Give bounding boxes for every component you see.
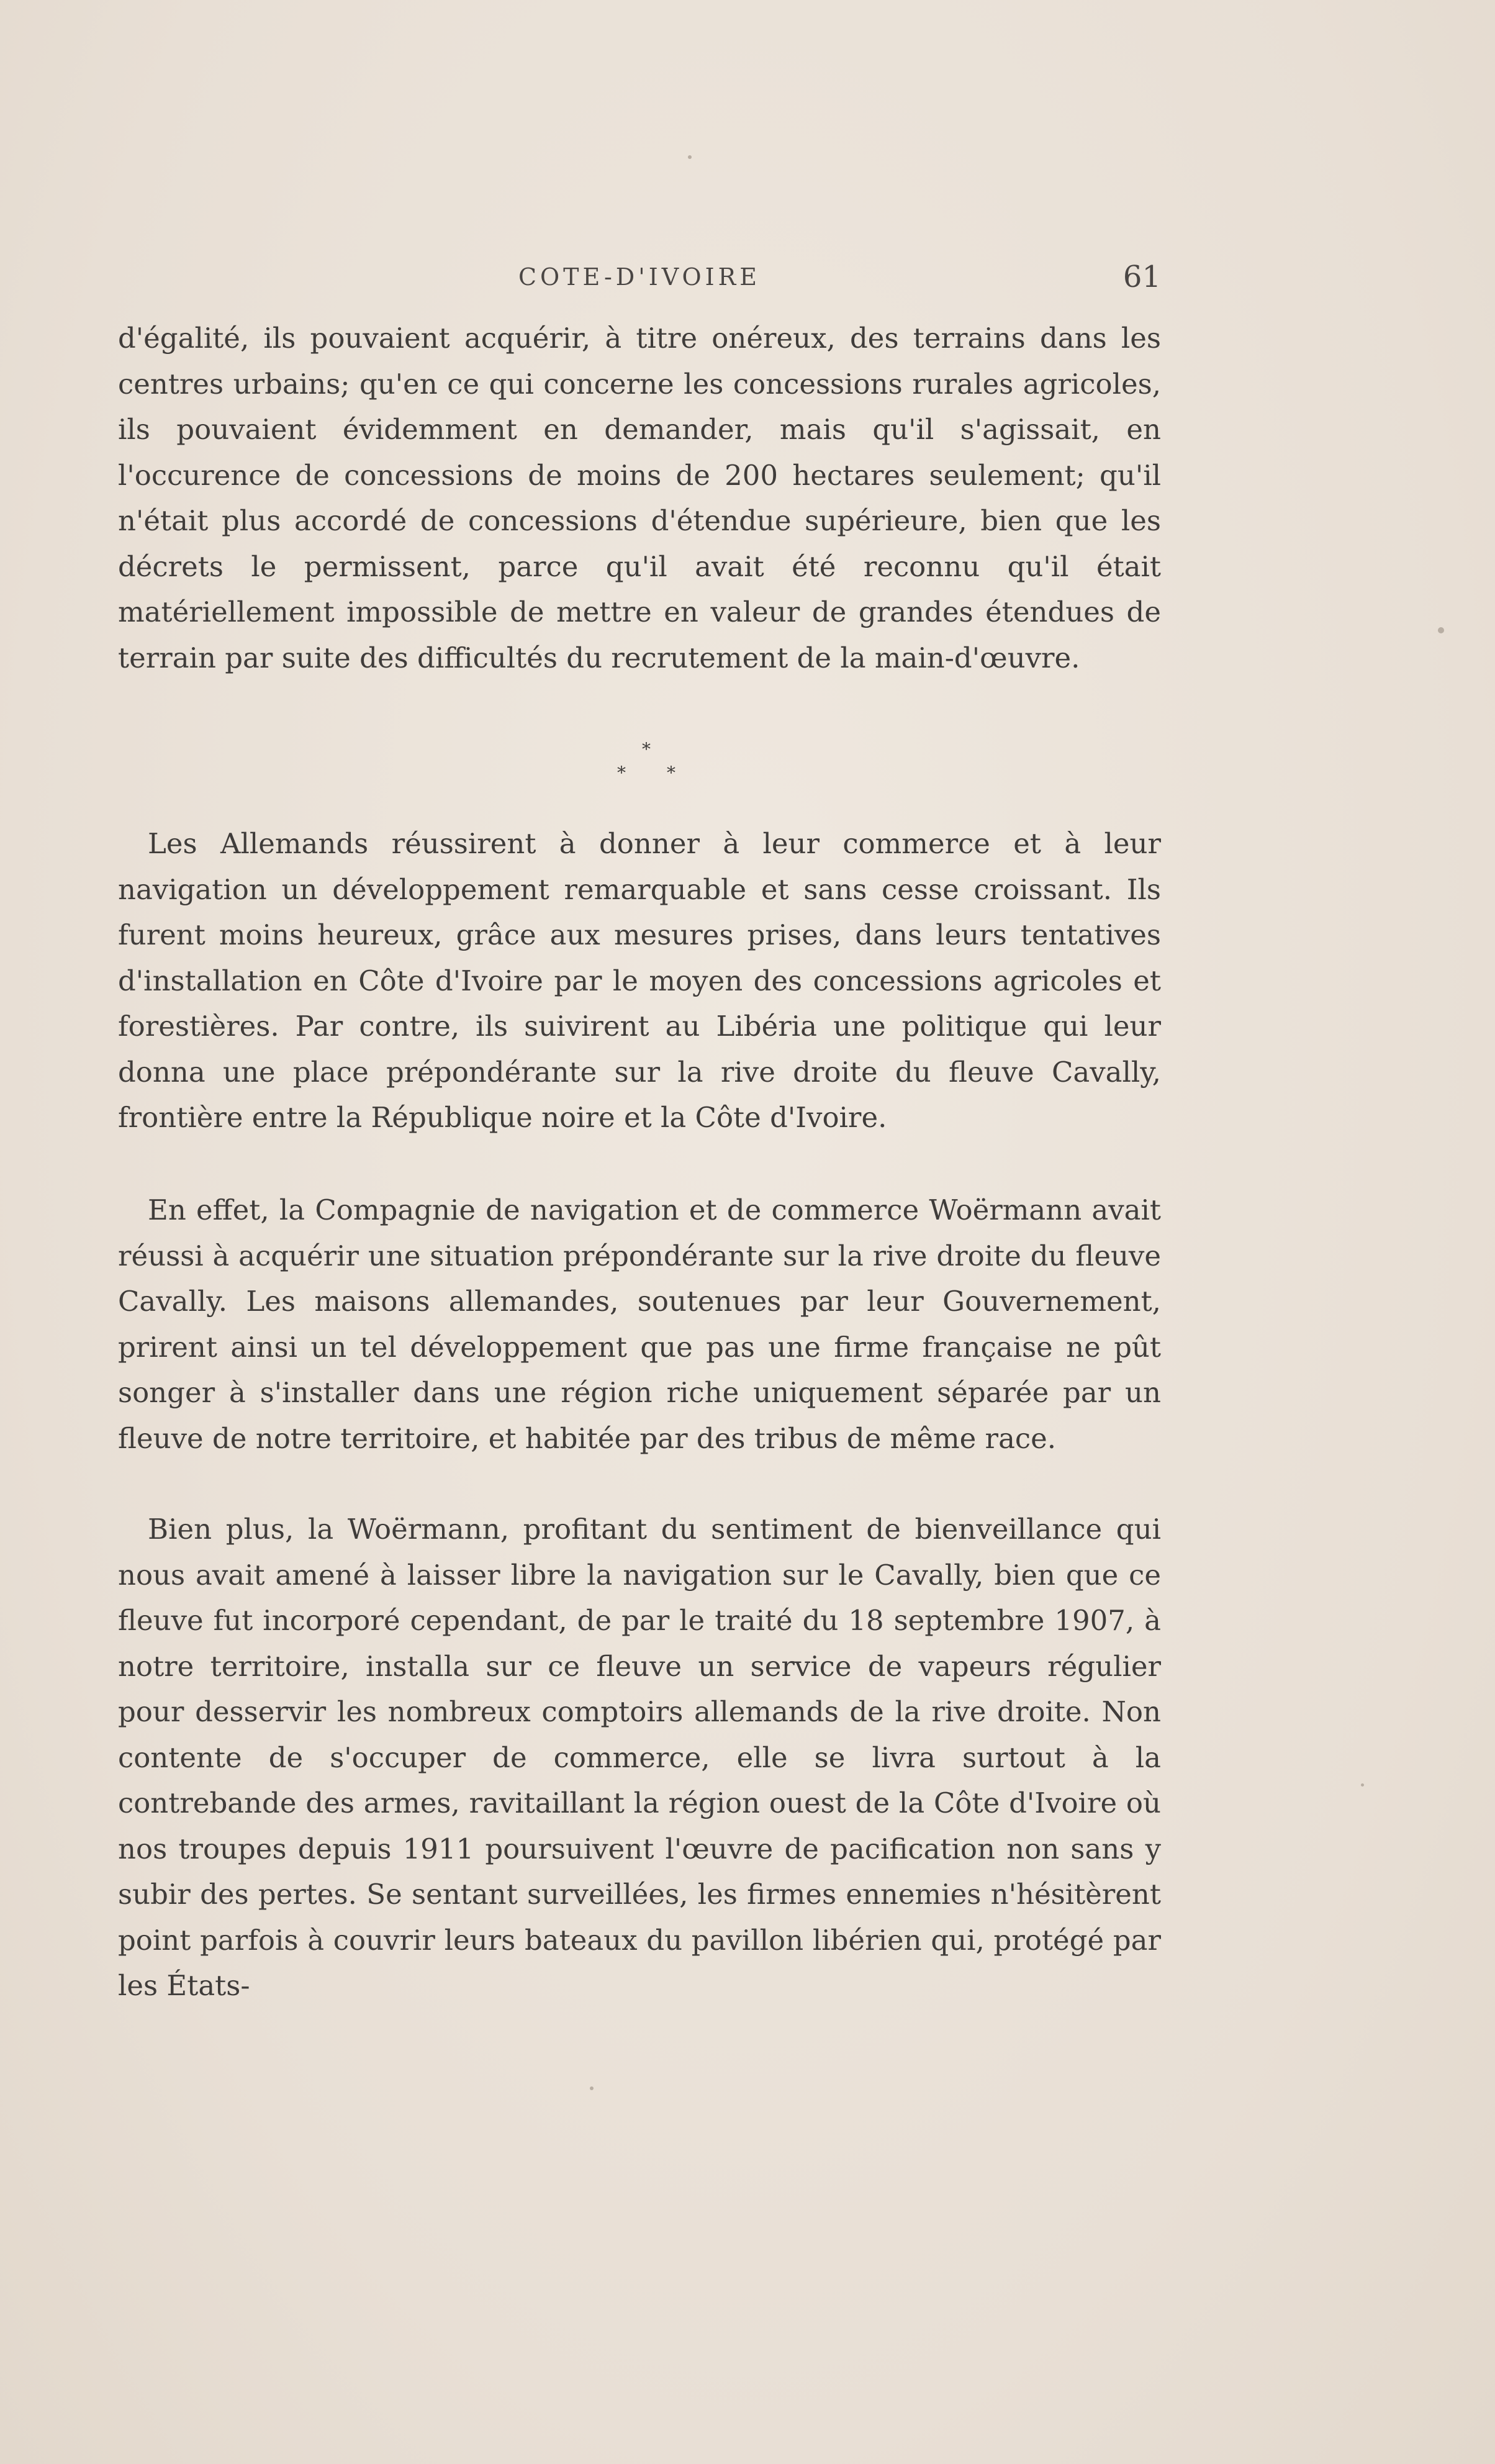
asterism-star: * (642, 739, 651, 759)
page-number: 61 (1122, 260, 1161, 294)
paper-speck (590, 2086, 594, 2090)
paragraph-bien-plus (118, 1506, 1161, 2009)
paragraph-text: d'égalité, ils pouvaient acquérir, à titre onéreux, des terrains dans les centres urbains; qu'en ce qui concerne les concessions rurales agricoles, ils pouvaient évidemment en demander, mais qu'il s'agissait, en l'occurence de concessions de moins de 200 hectares seulement; qu'il n'était plus accordé de concessions d'étendue supérieure, bien que les décrets le permissent, parce qu'il avait été reconnu qu'il était matériellement impossible de mettre en valeur de grandes étendues de terrain par suite des difficultés du recrutement de la main-d'œuvre. (118, 322, 1161, 674)
paragraph-continuation (118, 315, 1161, 681)
paragraph-woermann (118, 1187, 1161, 1461)
asterism-star: * (617, 763, 626, 783)
asterism-star: * (667, 763, 675, 783)
paragraph-allemands (118, 821, 1161, 1141)
paragraph-text: Les Allemands réussirent à donner à leur commerce et à leur navigation un développement remarquable et sans cesse croissant. Ils furent moins heureux, grâce aux mesures prises, dans leurs tentatives d'installation en Côte d'Ivoire par le moyen des concessions agricoles et forestières. Par contre, ils suivirent au Libéria une politique qui leur donna une place prépondérante sur la rive droite du fleuve Cavally, frontière entre la République noire et la Côte d'Ivoire. (118, 827, 1161, 1134)
paragraph-text: En effet, la Compagnie de navigation et de commerce Woërmann avait réussi à acquérir une situation prépondérante sur la rive droite du fleuve Cavally. Les maisons allemandes, soutenues par leur Gouvernement, prirent ainsi un tel développement que pas une firme française ne pût songer à s'installer dans une région riche uniquement séparée par un fleuve de notre territoire, et habitée par des tribus de même race. (118, 1194, 1161, 1455)
running-head (118, 260, 1161, 297)
paper-speck (1438, 627, 1444, 633)
paper-speck (688, 155, 692, 159)
running-title: COTE-D'IVOIRE (518, 263, 761, 291)
asterism-separator (596, 739, 695, 789)
paragraph-text: Bien plus, la Woërmann, profitant du sentiment de bienveillance qui nous avait amené à laisser libre la navigation sur le Cavally, bien que ce fleuve fut incorporé cependant, de par le traité du 18 septembre 1907, à notre territoire, installa sur ce fleuve un service de vapeurs régulier pour desservir les nombreux comptoirs allemands de la rive droite. Non contente de s'occuper de commerce, elle se livra surtout à la contrebande des armes, ravitaillant la région ouest de la Côte d'Ivoire où nos troupes depuis 1911 poursuivent l'œuvre de pacification non sans y subir des pertes. Se sentant surveillées, les firmes ennemies n'hésitèrent point parfois à couvrir leurs bateaux du pavillon libérien qui, protégé par les États- (118, 1513, 1161, 2002)
paper-speck (1361, 1783, 1364, 1787)
